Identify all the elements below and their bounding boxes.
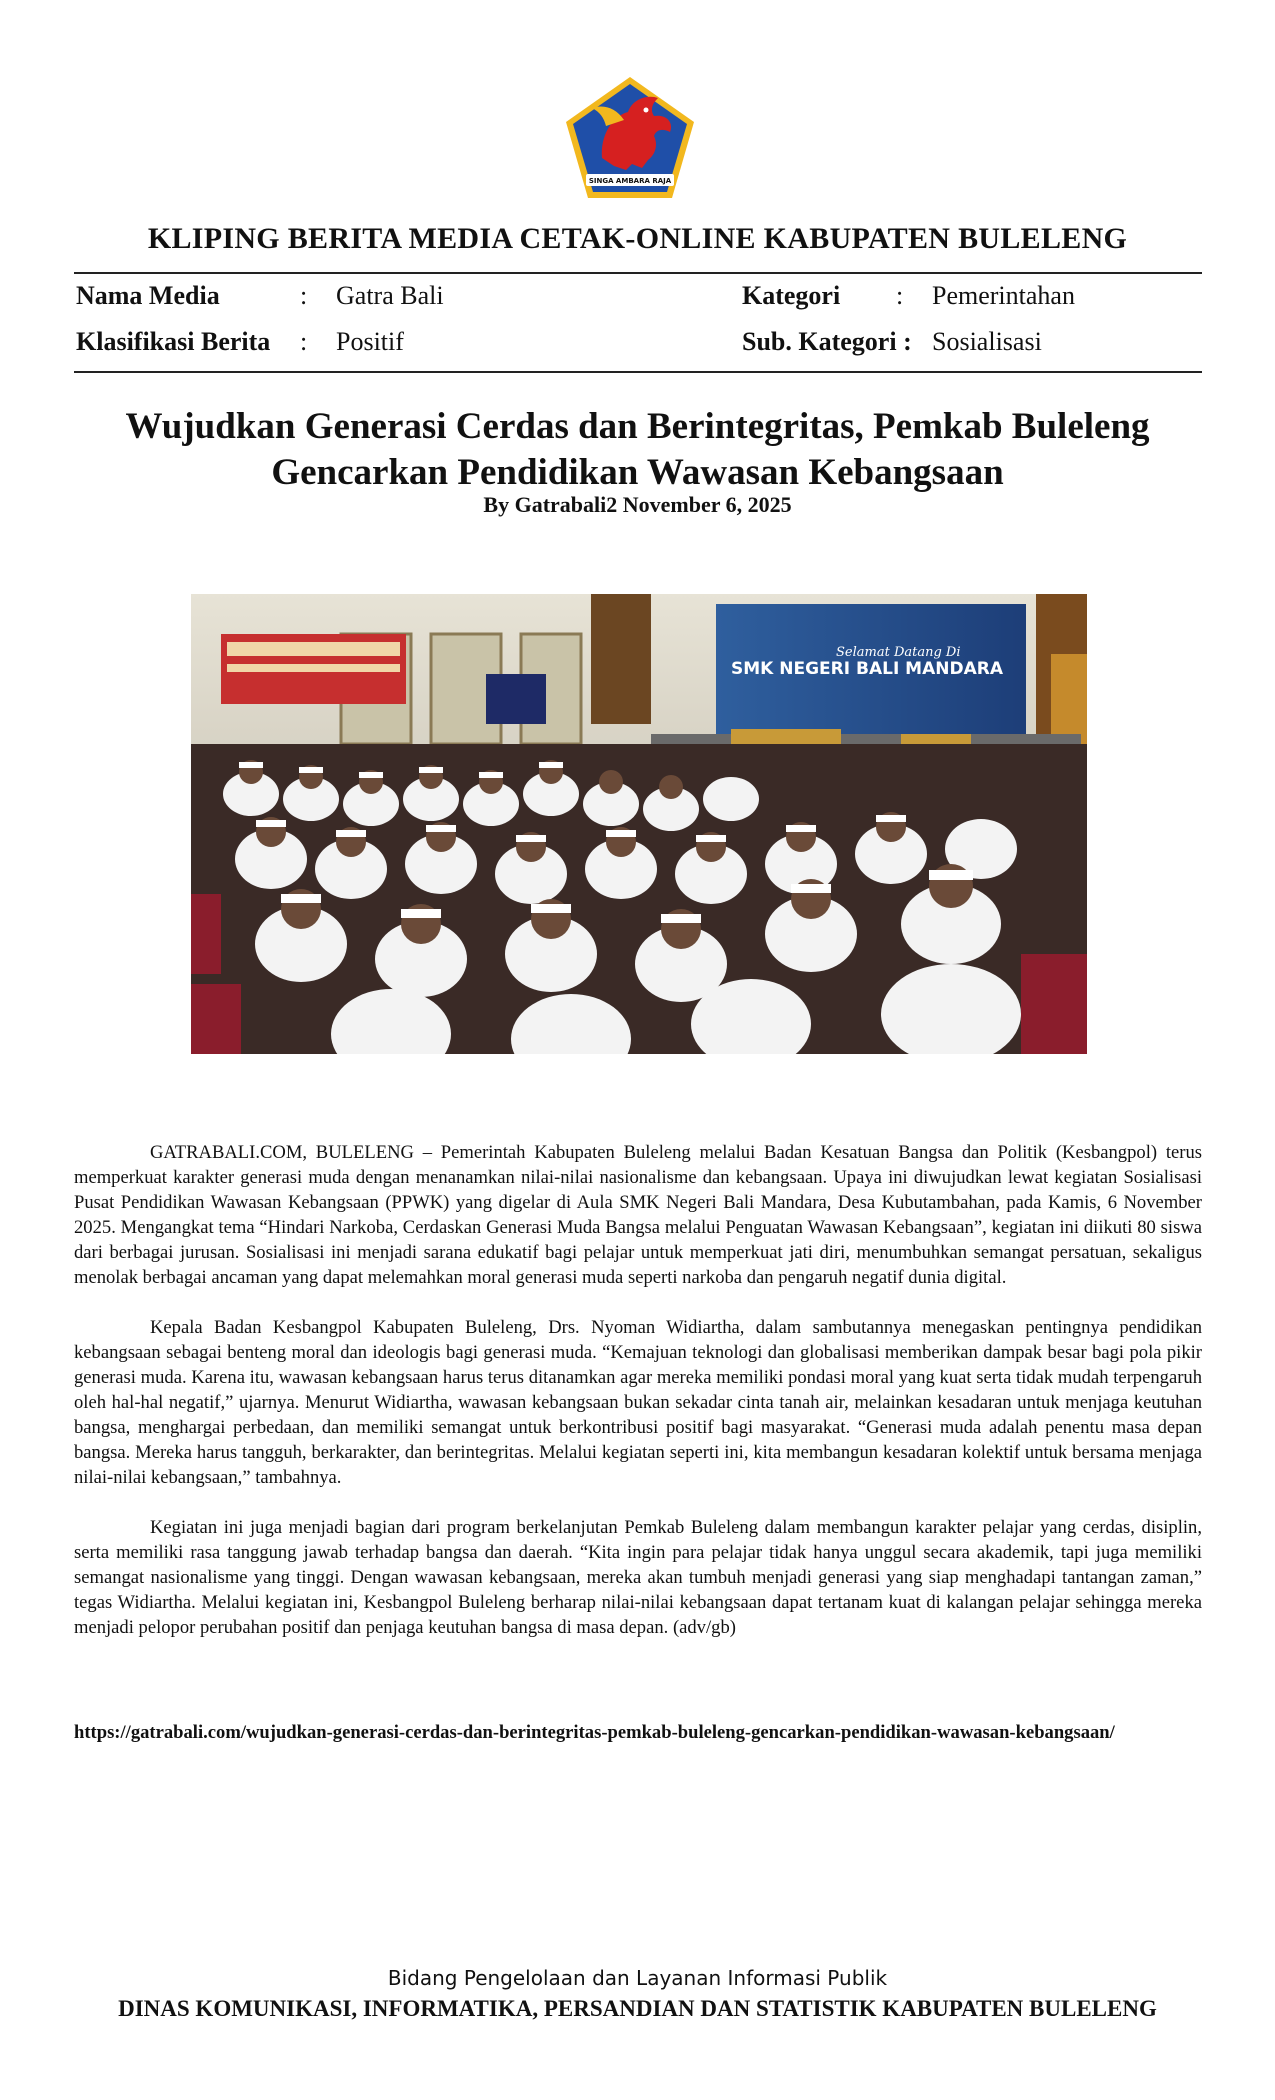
category-value: Pemerintahan [932,281,1075,310]
banner-greeting: Selamat Datang Di [836,645,961,660]
logo-motto: SINGA AMBARA RAJA [588,177,672,185]
footer-division: Bidang Pengelolaan dan Layanan Informasi Publik [387,1966,888,1990]
media-name-label: Nama Media [76,281,220,310]
article-paragraph: Kegiatan ini juga menjadi bagian dari program berkelanjutan Pemkab Buleleng dalam membangun karakter pelajar yang cerdas, disiplin, serta memiliki rasa tanggung jawab terhadap bangsa dan daerah. “Kita ingin para pelajar tidak hanya unggul secara akademik, tapi juga memiliki semangat nasionalisme yang tinggi. Dengan wawasan kebangsaan, mereka akan tumbuh menjadi generasi yang siap menghadapi tantangan zaman,” tegas Widiartha. Melalui kegiatan ini, Kesbangpol Buleleng berharap nilai-nilai kebangsaan dapat tertanam kuat di kalangan pelajar sehingga mereka menjadi pelopor perubahan positif dan penjaga keutuhan bangsa di masa depan. (adv/gb) [74,1517,1202,1638]
article-paragraph: Kepala Badan Kesbangpol Kabupaten Buleleng, Drs. Nyoman Widiartha, dalam sambutannya menegaskan pentingnya pendidikan kebangsaan sebagai benteng moral dan ideologis bagi generasi muda. “Kemajuan teknologi dan globalisasi memberikan dampak besar bagi pola pikir generasi muda. Karena itu, wawasan kebangsaan harus terus ditanamkan agar mereka memiliki pondasi moral yang kuat serta tidak mudah terpengaruh oleh hal-hal negatif,” ujarnya. Menurut Widiartha, wawasan kebangsaan bukan sekadar cinta tanah air, melainkan kesadaran untuk menjaga keutuhan bangsa, menghargai perbedaan, dan memiliki semangat untuk berkontribusi positif bagi masyarakat. “Generasi muda adalah penentu masa depan bangsa. Mereka harus tangguh, berkarakter, dan berintegritas. Melalui kegiatan seperti ini, kita membangun kesadaran kolektif untuk bersama menjaga nilai-nilai kebangsaan,” tambahnya. [74,1317,1202,1488]
article-title: Wujudkan Generasi Cerdas dan Berintegritas, Pemkab Buleleng Gencarkan Pendidikan Wawasan Kebangsaan [125,406,1150,493]
article-photo [191,594,1087,1054]
header-bottom-rule [74,371,1202,373]
article-byline: By Gatrabali2 November 6, 2025 [483,492,792,517]
footer-agency: DINAS KOMUNIKASI, INFORMATIKA, PERSANDIAN DAN STATISTIK KABUPATEN BULELENG [118,1996,1157,2021]
article-paragraph: GATRABALI.COM, BULELENG – Pemerintah Kabupaten Buleleng melalui Badan Kesatuan Bangsa dan Politik (Kesbangpol) terus memperkuat karakter generasi muda dengan menanamkan nilai-nilai nasionalisme dan kebangsaan. Upaya ini diwujudkan lewat kegiatan Sosialisasi Pusat Pendidikan Wawasan Kebangsaan (PPWK) yang digelar di Aula SMK Negeri Bali Mandara, Desa Kubutambahan, pada Kamis, 6 November 2025. Mengangkat tema “Hindari Narkoba, Cerdaskan Generasi Muda Bangsa melalui Penguatan Wawasan Kebangsaan”, kegiatan ini diikuti 80 siswa dari berbagai jurusan. Sosialisasi ini menjadi sarana edukatif bagi pelajar untuk memperkuat jati diri, menumbuhkan semangat persatuan, sekaligus menolak berbagai ancaman yang dapat melemahkan moral generasi muda seperti narkoba dan pengaruh negatif dunia digital. [74,1142,1202,1288]
media-name-colon: : [300,281,308,310]
source-url: https://gatrabali.com/wujudkan-generasi-cerdas-dan-berintegritas-pemkab-buleleng-gencarkan-pendidikan-wawasan-kebangsaan/ [74,1722,1115,1743]
category-label: Kategori [742,281,841,310]
header-top-rule [74,272,1202,274]
subcategory-value: Sosialisasi [932,327,1042,356]
media-name-value: Gatra Bali [336,281,444,310]
buleleng-regency-logo [562,74,698,202]
subcategory-label: Sub. Kategori : [742,327,912,356]
classification-value: Positif [336,327,404,356]
clipping-header-title: KLIPING BERITA MEDIA CETAK-ONLINE KABUPATEN BULELENG [147,222,1128,255]
classification-colon: : [300,327,308,356]
banner-school-name: SMK NEGERI BALI MANDARA [731,659,1003,679]
article-body [74,1140,1202,1665]
category-colon: : [896,281,904,310]
classification-label: Klasifikasi Berita [76,327,271,356]
